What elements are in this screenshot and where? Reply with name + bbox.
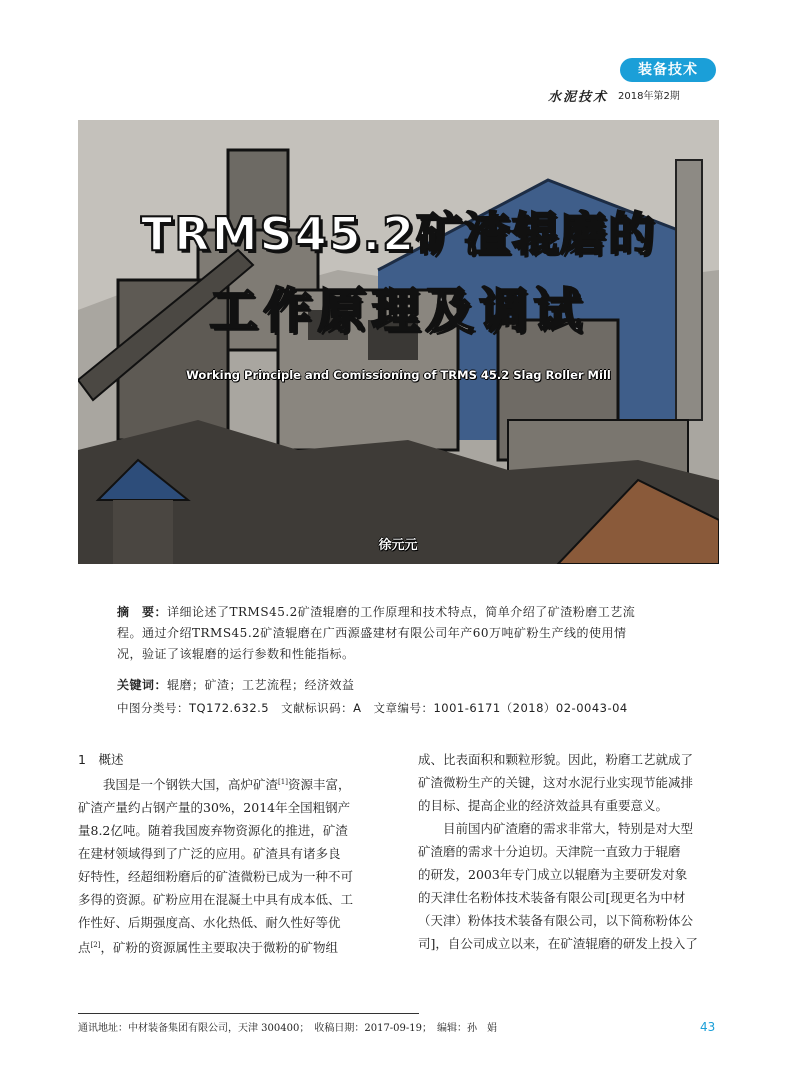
abstract-line bbox=[117, 602, 687, 623]
footnote: 通讯地址：中材装备集团有限公司，天津 300400； 收稿日期：2017-09-19； 编辑：孙 娟 bbox=[78, 1023, 498, 1034]
body-line: 在建材领域得到了广泛的应用。矿渣具有诸多良 bbox=[78, 846, 341, 862]
body-line: 作性好、后期强度高、水化热低、耐久性好等优 bbox=[78, 915, 341, 931]
body-line: 目前国内矿渣磨的需求非常大，特别是对大型 bbox=[418, 821, 694, 836]
citation: [2] bbox=[90, 941, 101, 950]
industrial-plant-illustration bbox=[78, 120, 719, 564]
author-name: 徐元元 bbox=[378, 538, 418, 553]
body-line: 的天津仕名粉体技术装备有限公司[现更名为中材 bbox=[418, 890, 686, 905]
english-title: Working Principle and Comissioning of TRMS 45.2 Slag Roller Mill bbox=[186, 368, 611, 382]
section-heading: 1 概述 bbox=[78, 752, 124, 767]
abstract-label: 摘 要： bbox=[117, 605, 168, 619]
citation: [1] bbox=[278, 778, 288, 786]
body-line: 的研发，2003年专门成立以辊磨为主要研发对象 bbox=[418, 867, 688, 882]
body-line: （天津）粉体技术装备有限公司，以下简称粉体公 bbox=[418, 913, 694, 928]
article-title-line2: 工作原理及调试 bbox=[209, 283, 588, 339]
abstract-text: 详细论述了TRMS45.2矿渣辊磨的工作原理和技术特点，简单介绍了矿渣粉磨工艺流 bbox=[167, 605, 636, 619]
body-line: 矿渣产量约占钢产量的30%，2014年全国粗钢产 bbox=[78, 800, 351, 816]
issue-label: 2018年第2期 bbox=[618, 91, 680, 102]
footnote-divider bbox=[78, 1013, 419, 1014]
keywords bbox=[117, 675, 355, 696]
abstract-line: 况，验证了该辊磨的运行参数和性能指标。 bbox=[117, 647, 355, 661]
keywords-text: 辊磨；矿渣；工艺流程；经济效益 bbox=[167, 678, 355, 692]
classification-line: 中图分类号：TQ172.632.5 文献标识码：A 文章编号：1001-6171（2018）02-0043-04 bbox=[117, 701, 628, 715]
body-line: 点[2]，矿粉的资源属性主要取决于微粉的矿物组 bbox=[78, 940, 338, 956]
body-line: 矿渣磨的需求十分迫切。天津院一直致力于辊磨 bbox=[418, 844, 681, 859]
page-number: 43 bbox=[700, 1020, 716, 1034]
section-badge: 装备技术 bbox=[620, 58, 716, 82]
body-line: 矿渣微粉生产的关键，这对水泥行业实现节能减排 bbox=[418, 775, 694, 790]
journal-name: 水泥技术 bbox=[548, 90, 609, 105]
body-line: 成、比表面积和颗粒形貌。因此，粉磨工艺就成了 bbox=[418, 752, 694, 767]
body-line: 司]，自公司成立以来，在矿渣辊磨的研发上投入了 bbox=[418, 936, 698, 951]
body-right-column bbox=[418, 748, 718, 955]
keywords-label: 关键词： bbox=[117, 678, 168, 692]
body-line: 好特性，经超细粉磨后的矿渣微粉已成为一种不可 bbox=[78, 869, 354, 885]
body-line: 量8.2亿吨。随着我国废弃物资源化的推进，矿渣 bbox=[78, 823, 348, 839]
body-line: 多得的资源。矿粉应用在混凝土中具有成本低、工 bbox=[78, 892, 354, 908]
body-line: 的目标、提高企业的经济效益具有重要意义。 bbox=[418, 798, 669, 813]
abstract-line: 程。通过介绍TRMS45.2矿渣辊磨在广西源盛建材有限公司年产60万吨矿粉生产线的使用情 bbox=[117, 626, 627, 640]
body-line: 我国是一个钢铁大国，高炉矿渣[1]资源丰富， bbox=[78, 777, 351, 793]
article-title-line1: TRMS45.2矿渣辊磨的 bbox=[140, 207, 657, 261]
hero-image bbox=[78, 120, 719, 564]
abstract bbox=[117, 602, 687, 665]
body-left-column bbox=[78, 748, 378, 959]
